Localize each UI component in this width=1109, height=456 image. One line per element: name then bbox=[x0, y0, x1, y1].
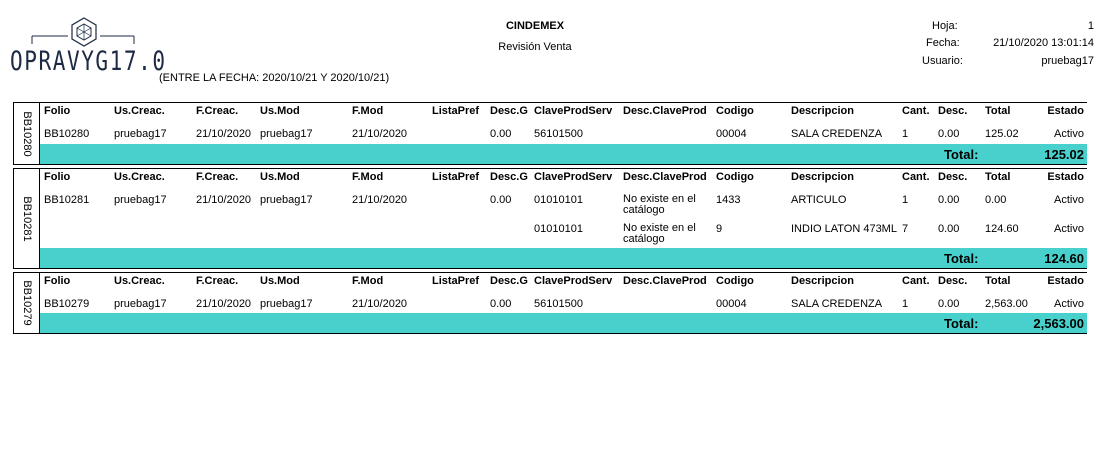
column-header: ClaveProdServ bbox=[534, 275, 613, 287]
cell-codigo: 9 bbox=[716, 223, 723, 235]
column-header: Desc.ClaveProd bbox=[623, 105, 707, 117]
cell-folio: BB10279 bbox=[44, 298, 90, 310]
cell-desc-g: 0.00 bbox=[490, 194, 512, 206]
cell-clave: 01010101 bbox=[534, 223, 583, 235]
cell-folio: BB10281 bbox=[44, 194, 90, 206]
cell-estado: Activo bbox=[1054, 128, 1084, 140]
column-header: Cant. bbox=[902, 171, 930, 183]
cell-us-mod: pruebag17 bbox=[260, 128, 313, 140]
cell-codigo: 00004 bbox=[716, 128, 747, 140]
column-header: Us.Mod bbox=[260, 105, 300, 117]
column-header: Total bbox=[985, 105, 1011, 117]
column-header: F.Mod bbox=[352, 105, 384, 117]
sale-block bbox=[13, 102, 1087, 165]
total-label: Total: bbox=[944, 316, 979, 331]
cell-f-mod: 21/10/2020 bbox=[352, 128, 408, 140]
cell-codigo: 1433 bbox=[716, 194, 741, 206]
column-header: Total bbox=[985, 275, 1011, 287]
column-header: Folio bbox=[44, 171, 71, 183]
page-label: Hoja: bbox=[932, 20, 958, 32]
report-title: Revisión Venta bbox=[498, 41, 572, 53]
column-header: Codigo bbox=[716, 105, 754, 117]
column-header: ClaveProdServ bbox=[534, 105, 613, 117]
cell-desc: 0.00 bbox=[938, 128, 960, 140]
column-header: ClaveProdServ bbox=[534, 171, 613, 183]
cell-estado: Activo bbox=[1054, 194, 1084, 206]
column-header: Us.Creac. bbox=[114, 275, 165, 287]
column-header: Desc. bbox=[938, 275, 968, 287]
column-header: Desc. bbox=[938, 105, 968, 117]
cell-desc: 0.00 bbox=[938, 223, 960, 235]
date-label: Fecha: bbox=[926, 37, 960, 49]
column-header: Us.Creac. bbox=[114, 105, 165, 117]
folio-side-label bbox=[14, 169, 40, 268]
company-name: CINDEMEX bbox=[505, 20, 565, 32]
column-header: Desc.ClaveProd bbox=[623, 275, 707, 287]
column-header: F.Mod bbox=[352, 275, 384, 287]
total-bar bbox=[40, 313, 1087, 333]
column-header: F.Creac. bbox=[196, 105, 239, 117]
cell-f-mod: 21/10/2020 bbox=[352, 194, 408, 206]
column-header: Desc. bbox=[938, 171, 968, 183]
cell-f-creac: 21/10/2020 bbox=[196, 128, 252, 140]
user-value: pruebag17 bbox=[1041, 55, 1094, 67]
folio-side-text: BB10280 bbox=[20, 110, 33, 157]
column-header: Folio bbox=[44, 105, 71, 117]
cell-us-creac: pruebag17 bbox=[114, 194, 167, 206]
total-bar bbox=[40, 144, 1087, 164]
cell-cant: 1 bbox=[902, 298, 909, 310]
column-header: Desc.G bbox=[490, 275, 528, 287]
cell-codigo: 00004 bbox=[716, 298, 747, 310]
cell-f-creac: 21/10/2020 bbox=[196, 298, 252, 310]
cell-us-creac: pruebag17 bbox=[114, 128, 167, 140]
date-value: 21/10/2020 13:01:14 bbox=[993, 37, 1094, 49]
cell-clave: 01010101 bbox=[534, 194, 583, 206]
column-header: Descripcion bbox=[791, 171, 854, 183]
column-header: F.Creac. bbox=[196, 275, 239, 287]
cell-folio: BB10280 bbox=[44, 128, 90, 140]
folio-side-text: BB10281 bbox=[20, 195, 33, 242]
cell-desc-clave: No existe en el catálogo bbox=[623, 193, 696, 216]
cell-f-creac: 21/10/2020 bbox=[196, 194, 252, 206]
column-header: Us.Mod bbox=[260, 171, 300, 183]
folio-side-text: BB10279 bbox=[20, 280, 33, 326]
user-label: Usuario: bbox=[922, 55, 963, 67]
cell-us-mod: pruebag17 bbox=[260, 194, 313, 206]
column-header: Us.Mod bbox=[260, 275, 300, 287]
total-bar bbox=[40, 248, 1087, 268]
cell-clave: 56101500 bbox=[534, 128, 583, 140]
cell-f-mod: 21/10/2020 bbox=[352, 298, 408, 310]
column-header: F.Mod bbox=[352, 171, 384, 183]
total-value: 125.02 bbox=[1044, 147, 1084, 162]
column-header: ListaPref bbox=[432, 171, 480, 183]
cell-desc-g: 0.00 bbox=[490, 298, 512, 310]
total-value: 2,563.00 bbox=[1033, 316, 1084, 331]
total-label: Total: bbox=[944, 251, 979, 266]
sale-block bbox=[13, 168, 1087, 269]
column-header: ListaPref bbox=[432, 105, 480, 117]
page-value: 1 bbox=[1087, 20, 1094, 32]
column-header: Desc.G bbox=[490, 105, 528, 117]
column-header: Descripcion bbox=[791, 105, 854, 117]
cell-descripcion: SALA CREDENZA bbox=[791, 128, 883, 140]
column-header: Descripcion bbox=[791, 275, 854, 287]
column-header: Folio bbox=[44, 275, 71, 287]
cell-total: 125.02 bbox=[985, 128, 1019, 140]
column-header: Cant. bbox=[902, 105, 930, 117]
cell-total: 2,563.00 bbox=[985, 298, 1028, 310]
logo-text: OPRAVYG17.0 bbox=[10, 46, 167, 77]
cell-descripcion: SALA CREDENZA bbox=[791, 298, 883, 310]
cell-desc-clave: No existe en el catálogo bbox=[623, 222, 696, 245]
cell-cant: 1 bbox=[902, 128, 909, 140]
column-header: Estado bbox=[1047, 171, 1084, 183]
cell-total: 0.00 bbox=[985, 194, 1007, 206]
column-header: Estado bbox=[1047, 105, 1084, 117]
cell-descripcion: INDIO LATON 473ML bbox=[791, 223, 897, 235]
cell-clave: 56101500 bbox=[534, 298, 583, 310]
cell-us-creac: pruebag17 bbox=[114, 298, 167, 310]
total-label: Total: bbox=[944, 147, 979, 162]
column-header: Cant. bbox=[902, 275, 930, 287]
folio-side-label bbox=[14, 273, 40, 333]
cell-desc: 0.00 bbox=[938, 298, 960, 310]
column-header: Desc.ClaveProd bbox=[623, 171, 707, 183]
cell-desc-g: 0.00 bbox=[490, 128, 512, 140]
column-header: Desc.G bbox=[490, 171, 528, 183]
column-header: Estado bbox=[1047, 275, 1084, 287]
column-header: ListaPref bbox=[432, 275, 480, 287]
date-range-subtitle: (ENTRE LA FECHA: 2020/10/21 Y 2020/10/21) bbox=[159, 72, 390, 84]
sale-block bbox=[13, 272, 1087, 334]
cell-estado: Activo bbox=[1054, 298, 1084, 310]
cell-estado: Activo bbox=[1054, 223, 1084, 235]
cell-cant: 7 bbox=[902, 223, 909, 235]
column-header: F.Creac. bbox=[196, 171, 239, 183]
cell-total: 124.60 bbox=[985, 223, 1019, 235]
column-header: Codigo bbox=[716, 171, 754, 183]
folio-side-label bbox=[14, 103, 40, 164]
column-header: Us.Creac. bbox=[114, 171, 165, 183]
cell-descripcion: ARTICULO bbox=[791, 194, 847, 206]
cell-cant: 1 bbox=[902, 194, 909, 206]
cell-us-mod: pruebag17 bbox=[260, 298, 313, 310]
cell-desc: 0.00 bbox=[938, 194, 960, 206]
total-value: 124.60 bbox=[1044, 251, 1084, 266]
column-header: Total bbox=[985, 171, 1011, 183]
column-header: Codigo bbox=[716, 275, 754, 287]
